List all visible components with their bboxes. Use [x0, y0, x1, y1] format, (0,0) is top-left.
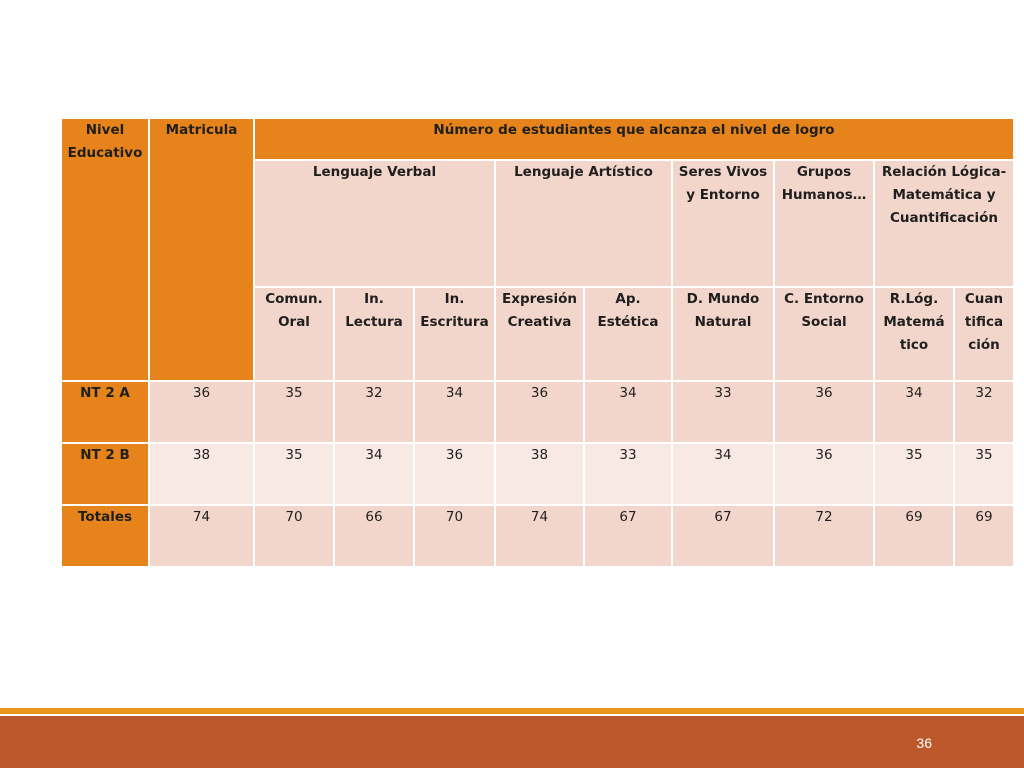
subheader-in-escritura: In. Escritura [414, 287, 495, 381]
subheader-ap-estetica: Ap. Estética [584, 287, 672, 381]
table-cell: 34 [584, 381, 672, 443]
subheader-comun-oral: Comun. Oral [254, 287, 334, 381]
table-cell: 34 [874, 381, 954, 443]
table-cell: 35 [254, 443, 334, 505]
footer-accent-line [0, 708, 1024, 714]
group-header-grupos-humanos: Grupos Humanos… [774, 160, 874, 287]
group-header-lenguaje-artistico: Lenguaje Artístico [495, 160, 672, 287]
results-table-container [60, 117, 1013, 568]
table-cell: 34 [414, 381, 495, 443]
table-cell: 67 [672, 505, 774, 567]
row-label: NT 2 A [61, 381, 149, 443]
footer-bar [0, 716, 1024, 768]
group-header-seres-vivos: Seres Vivos y Entorno [672, 160, 774, 287]
table-row [61, 381, 1014, 443]
subheader-rlog-matematico: R.Lóg. Matemá tico [874, 287, 954, 381]
table-cell: 33 [672, 381, 774, 443]
table-cell: 36 [149, 381, 254, 443]
header-nivel-educativo: Nivel Educativo [61, 118, 149, 381]
header-main-title: Número de estudiantes que alcanza el nivel de logro [254, 118, 1014, 160]
table-cell: 35 [874, 443, 954, 505]
table-cell: 34 [672, 443, 774, 505]
subheader-mundo-natural: D. Mundo Natural [672, 287, 774, 381]
header-matricula: Matricula [149, 118, 254, 381]
table-cell: 70 [414, 505, 495, 567]
group-header-relacion-logica: Relación Lógica-Matemática y Cuantificación [874, 160, 1014, 287]
table-cell: 74 [495, 505, 584, 567]
page-number: 36 [916, 735, 932, 751]
subheader-expresion-creativa: Expresión Creativa [495, 287, 584, 381]
subheader-cuantificacion: Cuan tifica ción [954, 287, 1014, 381]
table-cell: 66 [334, 505, 414, 567]
table-row [61, 505, 1014, 567]
table-cell: 69 [874, 505, 954, 567]
table-cell: 36 [774, 381, 874, 443]
table-cell: 36 [414, 443, 495, 505]
table-cell: 32 [334, 381, 414, 443]
table-cell: 35 [954, 443, 1014, 505]
table-cell: 32 [954, 381, 1014, 443]
table-cell: 67 [584, 505, 672, 567]
row-label: NT 2 B [61, 443, 149, 505]
subheader-entorno-social: C. Entorno Social [774, 287, 874, 381]
table-cell: 38 [149, 443, 254, 505]
table-cell: 35 [254, 381, 334, 443]
table-cell: 70 [254, 505, 334, 567]
table-cell: 72 [774, 505, 874, 567]
table-cell: 34 [334, 443, 414, 505]
table-cell: 38 [495, 443, 584, 505]
subheader-in-lectura: In. Lectura [334, 287, 414, 381]
group-header-lenguaje-verbal: Lenguaje Verbal [254, 160, 495, 287]
table-cell: 36 [495, 381, 584, 443]
table-cell: 74 [149, 505, 254, 567]
row-label: Totales [61, 505, 149, 567]
table-cell: 69 [954, 505, 1014, 567]
table-cell: 36 [774, 443, 874, 505]
table-row [61, 443, 1014, 505]
table-cell: 33 [584, 443, 672, 505]
results-table [60, 117, 1015, 568]
